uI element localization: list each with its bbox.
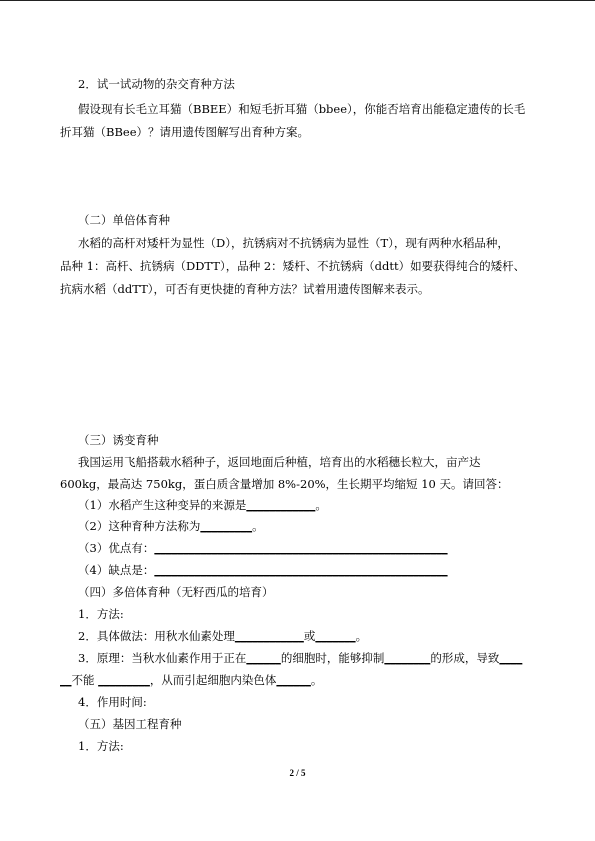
item-timing: 4．作用时间: [78, 695, 147, 709]
heading-mutation: （三）诱变育种 [78, 433, 159, 447]
paragraph-line: 假设现有长毛立耳猫（BBEE）和短毛折耳猫（bbee），你能否培育出能稳定遗传的长毛 [78, 102, 526, 116]
heading-haploid: （二）单倍体育种 [78, 213, 170, 227]
paragraph-line: 品种 1：高杆、抗锈病（DDTT），品种 2：矮杆、不抗锈病（ddtt）如要获得纯合的矮杆、 [60, 259, 526, 273]
answer-blank: ____________ [234, 629, 304, 643]
answer-blank: ______ [246, 651, 281, 665]
paragraph-line: 抗病水稻（ddTT），可否有更快捷的育种方法？试着用遗传图解来表示。 [60, 282, 430, 296]
item-method: 1．方法: [78, 607, 124, 621]
answer-blank: ________ [384, 651, 431, 665]
answer-blank: _________ [98, 673, 150, 687]
page-top-rule [0, 0, 595, 1]
paragraph-line: 我国运用飞船搭载水稻种子，返回地面后种植，培育出的水稻穗长粒大，亩产达 [78, 455, 481, 469]
answer-blank: ______ [276, 673, 311, 687]
heading-animal-cross: 2．试一试动物的杂交育种方法 [78, 77, 235, 91]
item-principle-cont: __不能 _________，从而引起细胞内染色体______。 [60, 673, 323, 687]
answer-blank: __ [60, 673, 72, 687]
paragraph-line: 折耳猫（BBee）？请用遗传图解写出育种方案。 [60, 125, 310, 139]
heading-polyploid: （四）多倍体育种（无籽西瓜的培育） [78, 585, 274, 599]
item-method: 1．方法: [78, 739, 124, 753]
answer-blank: ____ [499, 651, 523, 665]
item-practice: 2．具体做法：用秋水仙素处理____________或_______。 [78, 629, 368, 643]
question-2: （2）这种育种方法称为_________。 [78, 519, 264, 533]
question-1: （1）水稻产生这种变异的来源是____________。 [78, 498, 327, 512]
paragraph-line: 水稻的高杆对矮杆为显性（D），抗锈病对不抗锈病为显性（T），现有两种水稻品种， [78, 236, 509, 250]
answer-blank: ____________ [246, 498, 316, 512]
heading-genetic-engineering: （五）基因工程育种 [78, 717, 182, 731]
answer-blank: ___________________________________________________ [154, 541, 448, 555]
question-3: （3）优点有：___________________________________________________ [78, 541, 448, 555]
page-number: 2 / 5 [289, 768, 306, 778]
answer-blank: _______ [315, 629, 356, 643]
answer-blank: _________ [200, 519, 253, 533]
paragraph-line: 600kg，最高达 750kg，蛋白质含量增加 8%-20%，生长期平均缩短 10 天。请回答： [60, 477, 509, 491]
question-4: （4）缺点是：___________________________________________________ [78, 563, 448, 577]
answer-blank: ___________________________________________________ [154, 563, 448, 577]
item-principle: 3．原理：当秋水仙素作用于正在______的细胞时，能够抑制________的形成，导致____ [78, 651, 523, 665]
